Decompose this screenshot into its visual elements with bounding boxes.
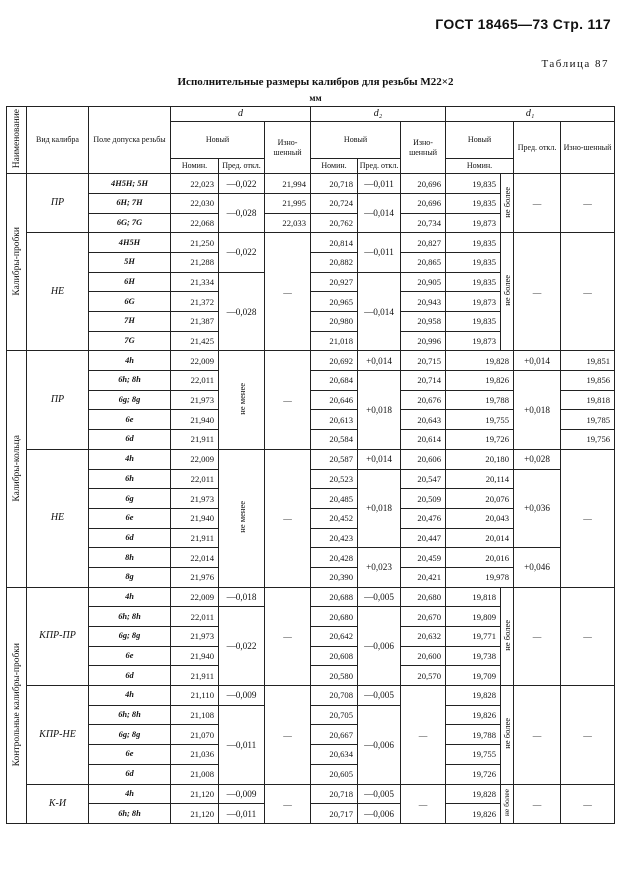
header-d2-nom: Номин. xyxy=(311,159,358,174)
limit-note xyxy=(501,174,514,233)
value-cell: 20,428 xyxy=(311,548,358,568)
value-cell: —0,006 xyxy=(358,607,401,686)
value-cell: 20,605 xyxy=(311,764,358,784)
value-cell: —0,022 xyxy=(219,607,265,686)
value-cell: 20,608 xyxy=(311,646,358,666)
tolerance-cell: 6h; 8h xyxy=(89,705,171,725)
value-cell: 20,421 xyxy=(401,567,446,587)
value-cell: +0,014 xyxy=(358,351,401,371)
value-cell: +0,014 xyxy=(358,449,401,469)
tolerance-cell: 6e xyxy=(89,745,171,765)
dash-cell: — xyxy=(401,686,446,784)
dash-cell: — xyxy=(514,233,561,351)
header-d2-new: Новый xyxy=(311,122,401,159)
value-cell: 21,110 xyxy=(171,686,219,706)
kind-label: НЕ xyxy=(27,449,89,587)
tolerance-cell: 6G xyxy=(89,292,171,312)
value-cell: 21,334 xyxy=(171,272,219,292)
value-cell: 20,670 xyxy=(401,607,446,627)
value-cell: 22,068 xyxy=(171,213,219,233)
value-cell: —0,006 xyxy=(358,705,401,784)
value-cell: 21,120 xyxy=(171,804,219,824)
value-cell: 19,818 xyxy=(446,587,501,607)
value-cell: 20,643 xyxy=(401,410,446,430)
value-cell: 21,425 xyxy=(171,331,219,351)
value-cell: —0,011 xyxy=(358,174,401,194)
value-cell: —0,014 xyxy=(358,272,401,351)
tolerance-cell: 6d xyxy=(89,528,171,548)
value-cell: 20,688 xyxy=(311,587,358,607)
dash-cell: — xyxy=(265,784,311,823)
table-row xyxy=(7,469,615,489)
limit-note xyxy=(501,233,514,351)
value-cell: —0,014 xyxy=(358,193,401,232)
value-cell: 22,009 xyxy=(171,449,219,469)
value-cell: 20,696 xyxy=(401,193,446,213)
value-cell: 19,788 xyxy=(446,390,514,410)
value-cell: 19,818 xyxy=(561,390,615,410)
vertical-label: не более xyxy=(502,718,513,750)
vertical-label: Калибры-пробки xyxy=(11,226,22,296)
value-cell: 20,965 xyxy=(311,292,358,312)
value-cell: 20,547 xyxy=(401,469,446,489)
header-d: d xyxy=(171,107,311,122)
header-d1-worn: Изно-шенный xyxy=(561,122,615,174)
value-cell: 21,994 xyxy=(265,174,311,194)
value-cell: 21,387 xyxy=(171,312,219,332)
value-cell: 19,856 xyxy=(561,371,615,391)
value-cell: 19,828 xyxy=(446,351,514,371)
value-cell: 21,108 xyxy=(171,705,219,725)
vertical-label: не более xyxy=(502,186,513,218)
value-cell: 21,911 xyxy=(171,528,219,548)
value-cell: 20,587 xyxy=(311,449,358,469)
header-d1-nom: Номин. xyxy=(446,159,514,174)
dash-cell: — xyxy=(265,449,311,587)
tolerance-cell: 4H5H; 5H xyxy=(89,174,171,194)
value-cell: 21,250 xyxy=(171,233,219,253)
value-cell: +0,014 xyxy=(514,351,561,371)
value-cell: 20,423 xyxy=(311,528,358,548)
value-cell: 19,755 xyxy=(446,410,514,430)
dash-cell: — xyxy=(561,587,615,685)
header-d1-new: Новый xyxy=(446,122,514,159)
table-row xyxy=(7,351,615,371)
limit-note xyxy=(219,449,265,587)
value-cell: 21,976 xyxy=(171,567,219,587)
value-cell: 21,973 xyxy=(171,489,219,509)
value-cell: —0,018 xyxy=(219,587,265,607)
value-cell: 20,696 xyxy=(401,174,446,194)
header-d2: d₂ xyxy=(311,107,446,122)
value-cell: 20,814 xyxy=(311,233,358,253)
value-cell: 21,018 xyxy=(311,331,358,351)
tolerance-cell: 8g xyxy=(89,567,171,587)
group-plug-gauges xyxy=(7,174,27,351)
value-cell: 20,980 xyxy=(311,312,358,332)
value-cell: 20,634 xyxy=(311,745,358,765)
value-cell: 20,642 xyxy=(311,627,358,647)
dash-cell: — xyxy=(514,784,561,823)
tolerance-cell: 6H; 7H xyxy=(89,193,171,213)
value-cell: 21,036 xyxy=(171,745,219,765)
value-cell: 20,447 xyxy=(401,528,446,548)
vertical-label: Калибры-кольца xyxy=(11,434,22,502)
dash-cell: — xyxy=(561,449,615,587)
value-cell: 20,734 xyxy=(401,213,446,233)
value-cell: 20,459 xyxy=(401,548,446,568)
tolerance-cell: 6g; 8g xyxy=(89,390,171,410)
value-cell: —0,011 xyxy=(219,804,265,824)
table-row xyxy=(7,371,615,391)
value-cell: 20,708 xyxy=(311,686,358,706)
value-cell: 19,738 xyxy=(446,646,501,666)
value-cell: —0,028 xyxy=(219,272,265,351)
value-cell: 21,911 xyxy=(171,430,219,450)
dash-cell: — xyxy=(265,587,311,685)
value-cell: —0,005 xyxy=(358,587,401,607)
value-cell: 20,667 xyxy=(311,725,358,745)
value-cell: 22,023 xyxy=(171,174,219,194)
value-cell: 20,676 xyxy=(401,390,446,410)
dash-cell: — xyxy=(514,686,561,784)
header-kind: Вид калибра xyxy=(27,107,89,174)
value-cell: 20,613 xyxy=(311,410,358,430)
tolerance-cell: 6g; 8g xyxy=(89,627,171,647)
value-cell: 20,632 xyxy=(401,627,446,647)
header-d1: d₁ xyxy=(446,107,615,122)
table-row xyxy=(7,174,615,194)
tolerance-cell: 7G xyxy=(89,331,171,351)
value-cell: 21,008 xyxy=(171,764,219,784)
value-cell: 20,865 xyxy=(401,252,446,272)
tolerance-cell: 4h xyxy=(89,587,171,607)
value-cell: 20,827 xyxy=(401,233,446,253)
value-cell: 19,755 xyxy=(446,745,501,765)
tolerance-cell: 6h xyxy=(89,469,171,489)
kind-label: К-И xyxy=(27,784,89,823)
value-cell: 21,070 xyxy=(171,725,219,745)
value-cell: 20,476 xyxy=(401,508,446,528)
value-cell: 20,996 xyxy=(401,331,446,351)
kind-label: ПР xyxy=(27,351,89,449)
kind-label: НЕ xyxy=(27,233,89,351)
table-row xyxy=(7,233,615,253)
tolerance-cell: 4h xyxy=(89,686,171,706)
group-ring-gauges xyxy=(7,351,27,587)
value-cell: 20,684 xyxy=(311,371,358,391)
header-d1-dev: Пред. откл. xyxy=(514,122,561,174)
table-row xyxy=(7,548,615,568)
table-row xyxy=(7,784,615,804)
value-cell: 20,014 xyxy=(446,528,514,548)
dash-cell: — xyxy=(265,351,311,449)
value-cell: 20,927 xyxy=(311,272,358,292)
value-cell: 22,009 xyxy=(171,587,219,607)
tolerance-cell: 8h xyxy=(89,548,171,568)
value-cell: 21,372 xyxy=(171,292,219,312)
dash-cell: — xyxy=(561,174,615,233)
tolerance-cell: 6d xyxy=(89,764,171,784)
tolerance-cell: 6e xyxy=(89,410,171,430)
value-cell: 20,606 xyxy=(401,449,446,469)
value-cell: +0,028 xyxy=(514,449,561,469)
value-cell: 19,835 xyxy=(446,233,501,253)
value-cell: 20,114 xyxy=(446,469,514,489)
value-cell: 20,016 xyxy=(446,548,514,568)
value-cell: 19,826 xyxy=(446,371,514,391)
vertical-label: не более xyxy=(502,619,513,651)
value-cell: +0,036 xyxy=(514,469,561,548)
tolerance-cell: 6e xyxy=(89,508,171,528)
tolerance-cell: 5H xyxy=(89,252,171,272)
header-d2-worn: Изно-шенный xyxy=(401,122,446,174)
value-cell: —0,005 xyxy=(358,784,401,804)
value-cell: 20,882 xyxy=(311,252,358,272)
value-cell: 20,180 xyxy=(446,449,514,469)
value-cell: +0,018 xyxy=(358,371,401,450)
value-cell: 20,715 xyxy=(401,351,446,371)
value-cell: 22,011 xyxy=(171,469,219,489)
value-cell: 20,680 xyxy=(401,587,446,607)
value-cell: 20,076 xyxy=(446,489,514,509)
value-cell: —0,005 xyxy=(358,686,401,706)
value-cell: 21,940 xyxy=(171,646,219,666)
tolerance-cell: 4h xyxy=(89,351,171,371)
table-row xyxy=(7,449,615,469)
value-cell: 19,771 xyxy=(446,627,501,647)
value-cell: 20,509 xyxy=(401,489,446,509)
dash-cell: — xyxy=(265,233,311,351)
value-cell: —0,022 xyxy=(219,233,265,272)
value-cell: 20,584 xyxy=(311,430,358,450)
header-tolerance: Поле допуска резьбы xyxy=(89,107,171,174)
value-cell: —0,009 xyxy=(219,686,265,706)
value-cell: 19,835 xyxy=(446,272,501,292)
tolerance-cell: 4H5H xyxy=(89,233,171,253)
header-d-nom: Номин. xyxy=(171,159,219,174)
dash-cell: — xyxy=(561,233,615,351)
value-cell: 19,835 xyxy=(446,252,501,272)
vertical-label: Наименование xyxy=(11,109,22,169)
value-cell: 20,958 xyxy=(401,312,446,332)
value-cell: —0,009 xyxy=(219,784,265,804)
value-cell: 20,718 xyxy=(311,174,358,194)
header-d2-dev: Пред. откл. xyxy=(358,159,401,174)
value-cell: 19,826 xyxy=(446,804,501,824)
tolerance-cell: 6G; 7G xyxy=(89,213,171,233)
value-cell: 19,873 xyxy=(446,213,501,233)
value-cell: 20,043 xyxy=(446,508,514,528)
table-title: Исполнительные размеры калибров для резьбы М22×2 xyxy=(177,76,454,88)
limit-note xyxy=(501,686,514,784)
value-cell: 19,756 xyxy=(561,430,615,450)
kind-label: ПР xyxy=(27,174,89,233)
value-cell: 22,014 xyxy=(171,548,219,568)
dash-cell: — xyxy=(401,784,446,823)
value-cell: 20,570 xyxy=(401,666,446,686)
value-cell: +0,023 xyxy=(358,548,401,587)
value-cell: 20,390 xyxy=(311,567,358,587)
dash-cell: — xyxy=(561,686,615,784)
value-cell: —0,006 xyxy=(358,804,401,824)
value-cell: 19,835 xyxy=(446,193,501,213)
limit-note xyxy=(219,351,265,449)
dash-cell: — xyxy=(561,784,615,823)
value-cell: 19,709 xyxy=(446,666,501,686)
value-cell: 21,973 xyxy=(171,627,219,647)
value-cell: 21,120 xyxy=(171,784,219,804)
value-cell: 19,828 xyxy=(446,686,501,706)
tolerance-cell: 6d xyxy=(89,430,171,450)
table-number: Таблица 87 xyxy=(541,58,609,70)
tolerance-cell: 6h; 8h xyxy=(89,804,171,824)
value-cell: +0,018 xyxy=(514,371,561,450)
value-cell: —0,011 xyxy=(358,233,401,272)
value-cell: 19,851 xyxy=(561,351,615,371)
value-cell: 20,580 xyxy=(311,666,358,686)
header-d-dev: Пред. откл. xyxy=(219,159,265,174)
value-cell: 21,911 xyxy=(171,666,219,686)
value-cell: —0,022 xyxy=(219,174,265,194)
header-d-new: Новый xyxy=(171,122,265,159)
vertical-label: не более xyxy=(502,275,513,307)
vertical-label: Контрольные калибры-пробки xyxy=(11,642,22,766)
value-cell: 20,692 xyxy=(311,351,358,371)
value-cell: 20,523 xyxy=(311,469,358,489)
value-cell: +0,046 xyxy=(514,548,561,587)
units-label: мм xyxy=(309,93,322,103)
value-cell: 20,600 xyxy=(401,646,446,666)
header-d-worn: Изно-шенный xyxy=(265,122,311,174)
dash-cell: — xyxy=(514,587,561,685)
value-cell: 21,973 xyxy=(171,390,219,410)
kind-label: КПР-ПР xyxy=(27,587,89,685)
page-header: ГОСТ 18465—73 Стр. 117 xyxy=(435,16,611,32)
value-cell: 19,826 xyxy=(446,705,501,725)
value-cell: 22,033 xyxy=(265,213,311,233)
tolerance-cell: 6g; 8g xyxy=(89,725,171,745)
table-row xyxy=(7,587,615,607)
tolerance-cell: 4h xyxy=(89,784,171,804)
vertical-label: не менее xyxy=(236,383,247,415)
kind-label: КПР-НЕ xyxy=(27,686,89,784)
value-cell: 22,009 xyxy=(171,351,219,371)
value-cell: 19,873 xyxy=(446,331,501,351)
value-cell: 20,485 xyxy=(311,489,358,509)
value-cell: 19,785 xyxy=(561,410,615,430)
value-cell: 20,680 xyxy=(311,607,358,627)
value-cell: 19,788 xyxy=(446,725,501,745)
limit-note xyxy=(501,784,514,823)
value-cell: 22,030 xyxy=(171,193,219,213)
vertical-label: не менее xyxy=(236,501,247,534)
value-cell: —0,028 xyxy=(219,193,265,232)
value-cell: 19,835 xyxy=(446,174,501,194)
value-cell: 19,726 xyxy=(446,430,514,450)
tolerance-cell: 4h xyxy=(89,449,171,469)
value-cell: 20,714 xyxy=(401,371,446,391)
value-cell: 20,762 xyxy=(311,213,358,233)
value-cell: 19,835 xyxy=(446,312,501,332)
tolerance-cell: 6e xyxy=(89,646,171,666)
table-row xyxy=(7,686,615,706)
value-cell: 20,705 xyxy=(311,705,358,725)
tolerance-cell: 6g xyxy=(89,489,171,509)
dash-cell: — xyxy=(514,174,561,233)
value-cell: 19,978 xyxy=(446,567,514,587)
value-cell: 20,614 xyxy=(401,430,446,450)
value-cell: 20,452 xyxy=(311,508,358,528)
value-cell: 20,646 xyxy=(311,390,358,410)
value-cell: 21,940 xyxy=(171,508,219,528)
value-cell: 21,288 xyxy=(171,252,219,272)
value-cell: 20,724 xyxy=(311,193,358,213)
header-name xyxy=(7,107,27,174)
tolerance-cell: 7H xyxy=(89,312,171,332)
value-cell: 19,809 xyxy=(446,607,501,627)
tolerance-cell: 6H xyxy=(89,272,171,292)
gauge-dimensions-table xyxy=(6,106,615,824)
tolerance-cell: 6h; 8h xyxy=(89,371,171,391)
value-cell: 19,873 xyxy=(446,292,501,312)
value-cell: +0,018 xyxy=(358,469,401,548)
limit-note xyxy=(501,587,514,685)
value-cell: 21,940 xyxy=(171,410,219,430)
value-cell: 21,995 xyxy=(265,193,311,213)
dash-cell: — xyxy=(265,686,311,784)
tolerance-cell: 6d xyxy=(89,666,171,686)
value-cell: 19,828 xyxy=(446,784,501,804)
value-cell: —0,011 xyxy=(219,705,265,784)
value-cell: 20,943 xyxy=(401,292,446,312)
value-cell: 20,905 xyxy=(401,272,446,292)
value-cell: 22,011 xyxy=(171,607,219,627)
value-cell: 19,726 xyxy=(446,764,501,784)
group-control-plug-gauges xyxy=(7,587,27,823)
vertical-label: не более xyxy=(502,789,512,817)
value-cell: 22,011 xyxy=(171,371,219,391)
value-cell: 20,718 xyxy=(311,784,358,804)
value-cell: 20,717 xyxy=(311,804,358,824)
tolerance-cell: 6h; 8h xyxy=(89,607,171,627)
